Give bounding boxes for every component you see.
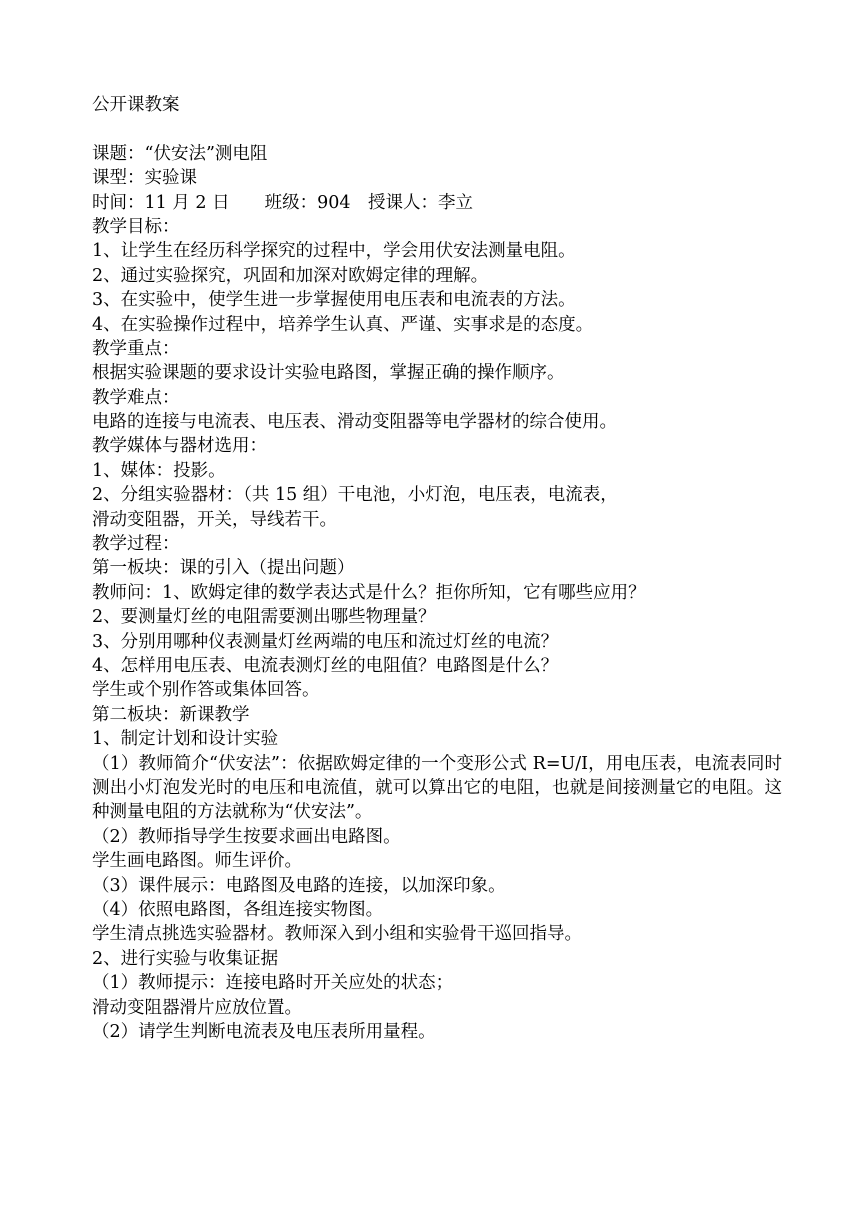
media-item: 1、媒体：投影。 bbox=[92, 460, 226, 481]
topic-line: 课题：“伏安法”测电阻 bbox=[92, 143, 268, 164]
equipment-check-line: 学生清点挑选实验器材。教师深入到小组和实验骨干巡回指导。 bbox=[92, 924, 582, 945]
student-drawing-line: 学生画电路图。师生评价。 bbox=[92, 851, 302, 872]
step-2-item-2: （2）请学生判断电流表及电压表所用量程。 bbox=[92, 1021, 436, 1042]
goal-item-2: 2、通过实验探究，巩固和加深对欧姆定律的理解。 bbox=[92, 265, 489, 286]
equipment-item-continued: 滑动变阻器，开关，导线若干。 bbox=[92, 509, 337, 530]
key-points-heading: 教学重点： bbox=[92, 338, 180, 359]
step-2-heading: 2、进行实验与收集证据 bbox=[92, 948, 279, 969]
lesson-type-line: 课型：实验课 bbox=[92, 168, 197, 189]
media-equipment-heading: 教学媒体与器材选用： bbox=[92, 436, 267, 457]
step-2-item-1: （1）教师提示：连接电路时开关应处的状态； bbox=[92, 973, 454, 994]
document-header: 公开课教案 bbox=[92, 95, 180, 115]
teacher-question-3: 3、分别用哪种仪表测量灯丝两端的电压和流过灯丝的电流？ bbox=[92, 631, 559, 652]
teacher-question-4: 4、怎样用电压表、电流表测灯丝的电阻值？电路图是什么？ bbox=[92, 655, 559, 676]
equipment-item: 2、分组实验器材：（共 15 组）干电池，小灯泡，电压表，电流表， bbox=[92, 485, 618, 506]
time-class-teacher-line: 时间：11 月 2 日 班级：904 授课人：李立 bbox=[92, 192, 473, 213]
difficulties-text: 电路的连接与电流表、电压表、滑动变阻器等电学器材的综合使用。 bbox=[92, 412, 617, 433]
goal-item-3: 3、在实验中，使学生进一步掌握使用电压表和电流表的方法。 bbox=[92, 290, 576, 311]
key-points-text: 根据实验课题的要求设计实验电路图，掌握正确的操作顺序。 bbox=[92, 363, 565, 384]
difficulties-heading: 教学难点： bbox=[92, 387, 180, 408]
step-1-heading: 1、制定计划和设计实验 bbox=[92, 729, 279, 750]
teaching-process-heading: 教学过程： bbox=[92, 534, 180, 555]
teacher-question-1: 教师问：1、欧姆定律的数学表达式是什么？拒你所知，它有哪些应用？ bbox=[92, 582, 646, 603]
student-answer-line: 学生或个别作答或集体回答。 bbox=[92, 680, 320, 701]
step-1-item-4: （4）依照电路图，各组连接实物图。 bbox=[92, 899, 384, 920]
voltammetry-intro-paragraph: （1）教师简介“伏安法”：依据欧姆定律的一个变形公式 R=U/I，用电压表，电流表同时测出小灯泡发光时的电压和电流值，就可以算出它的电阻，也就是间接测量它的电阻。这种测量电阻的方法就称为“伏安法”。 bbox=[92, 753, 782, 823]
section-1-heading: 第一板块：课的引入（提出问题） bbox=[92, 558, 355, 579]
goal-item-4: 4、在实验操作过程中，培养学生认真、严谨、实事求是的态度。 bbox=[92, 314, 594, 335]
section-2-heading: 第二板块：新课教学 bbox=[92, 704, 250, 725]
goal-item-1: 1、让学生在经历科学探究的过程中，学会用伏安法测量电阻。 bbox=[92, 241, 576, 262]
lesson-plan-text bbox=[92, 93, 782, 1044]
step-2-item-1-continued: 滑动变阻器滑片应放位置。 bbox=[92, 997, 302, 1018]
teaching-goals-heading: 教学目标： bbox=[92, 216, 180, 237]
step-1-item-3: （3）课件展示：电路图及电路的连接，以加深印象。 bbox=[92, 875, 506, 896]
step-1-item-2: （2）教师指导学生按要求画出电路图。 bbox=[92, 826, 401, 847]
blank-line bbox=[92, 117, 782, 141]
teacher-question-2: 2、要测量灯丝的电阻需要测出哪些物理量？ bbox=[92, 607, 436, 628]
